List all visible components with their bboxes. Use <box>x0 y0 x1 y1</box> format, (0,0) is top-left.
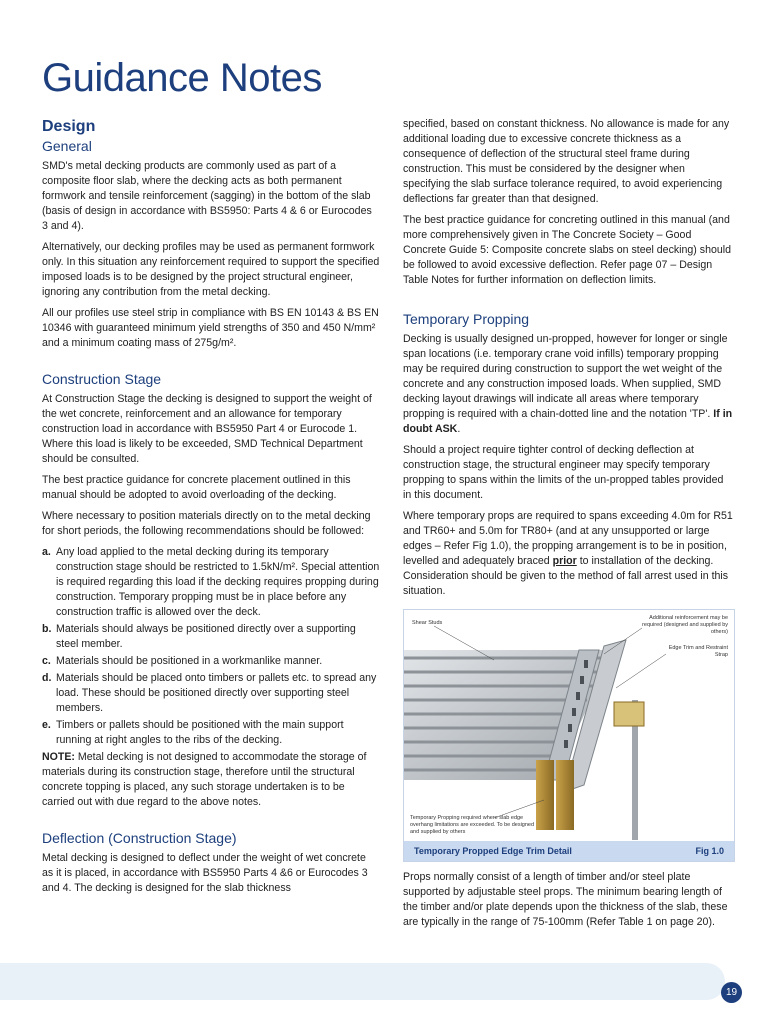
deflection-paragraph-1: Metal decking is designed to deflect under the weight of wet concrete as it is placed, in accordance with BS5950 Parts 4 &6 or Eurocodes 3 and 4. The decking is designed for the slab thickness <box>42 852 368 894</box>
note-label: NOTE: <box>42 751 75 763</box>
note-text: Metal decking is not designed to accommodate the storage of materials during its construction stage, therefore until the structural concrete topping is placed, any such storage undertaken is to be carried out with due regard to the above notes. <box>42 751 367 808</box>
note-paragraph <box>42 750 380 810</box>
list-text: Timbers or pallets should be positioned with the main support running at right angles to the ribs of the decking. <box>56 719 344 746</box>
page-number: 19 <box>721 982 742 1003</box>
deflection-heading: Deflection (Construction Stage) <box>42 830 237 846</box>
figure-edge-trim-detail <box>403 609 735 862</box>
construction-paragraph-3: Where necessary to position materials directly on to the metal decking for short periods, the following recommendations should be followed: <box>42 510 371 537</box>
timber-prop <box>536 760 554 830</box>
right-column <box>403 117 733 936</box>
propping-text: Where temporary props are required to spans exceeding 4.0m for R51 and TR60+ and 5.0m for TR80+ (and at any unsupported or large edges – Refer Fig 1.0), the propping arrangement is to be in position, levelled and adequately braced <box>403 510 733 567</box>
propping-period: . <box>457 423 461 435</box>
list-text: Materials should be positioned in a workmanlike manner. <box>56 655 323 667</box>
list-item <box>42 671 380 716</box>
temporary-propping-label: Temporary Propping required where slab edge overhang limitations are exceeded. To be designed and supplied by others <box>410 815 535 835</box>
list-item <box>42 654 380 669</box>
prior-text: prior <box>552 555 577 567</box>
edge-trim-label: Edge Trim and Restraint Strap <box>668 645 728 658</box>
general-heading: General <box>42 138 92 154</box>
footer-band <box>0 963 725 1000</box>
general-paragraph-2: Alternatively, our decking profiles may be used as permanent formwork only. In this situation any reinforcement required to support the specified imposed loads is to be designed by the project structural engineer, ignoring any contribution from the metal decking. <box>42 241 380 298</box>
figure-caption-text: Temporary Propped Edge Trim Detail <box>414 845 572 856</box>
deflection-continued: specified, based on constant thickness. No allowance is made for any additional loading due to excessive concrete thickness as a consequence of deflection of the structural steel frame during construction. This must be considered by the designer when specifying the slab surface tolerance required, to avoid experiencing deflections far greater than that designed. <box>403 118 730 205</box>
construction-stage-heading: Construction Stage <box>42 371 162 387</box>
deflection-paragraph-2: The best practice guidance for concreting outlined in this manual (and more comprehensively given in The Concrete Society – Good Concrete Guide 5: Composite concrete slabs on steel decking) should be followed to avoid excessive deflection. Refer page 07 – Design Table Notes for further information on deflection limits. <box>403 214 731 286</box>
timber-head <box>614 702 644 726</box>
page-title: Guidance Notes <box>42 56 322 100</box>
list-letter: b. <box>42 623 52 635</box>
propping-paragraph-1 <box>403 332 733 437</box>
list-text: Materials should be placed onto timbers or pallets etc. to spread any load. These should be positioned directly over supporting steel members. <box>56 672 377 714</box>
list-item <box>42 622 380 652</box>
list-item <box>42 545 380 620</box>
general-paragraph-3: All our profiles use steel strip in compliance with BS EN 10143 & BS EN 10346 with guaranteed minimum yield strengths of 350 and 450 N/mm² and a minimum coating mass of 275g/m². <box>42 307 379 349</box>
list-letter: a. <box>42 546 51 558</box>
list-text: Materials should always be positioned directly over a supporting steel member. <box>56 623 356 650</box>
general-paragraph-1: SMD's metal decking products are commonly used as part of a composite floor slab, where the decking acts as both permanent formwork and tensile reinforcement (sagging) in the bottom of the slab (basis of design in accordance with BS5950: Parts 4 & 6 or Eurocodes 3 and 4). <box>42 160 372 232</box>
recommendations-list <box>42 545 380 748</box>
list-letter: e. <box>42 719 51 731</box>
design-heading: Design <box>42 118 96 135</box>
construction-paragraph-1: At Construction Stage the decking is designed to support the weight of the wet concrete, reinforcement and an allowance for temporary construction load in accordance with BS5950 Part 4 or Eurocode 1. Where this load is likely to be exceeded, SMD Technical Department should be consulted. <box>42 393 372 465</box>
temporary-propping-heading: Temporary Propping <box>403 311 530 327</box>
if-in-doubt-text: If in doubt ASK <box>403 408 733 435</box>
propping-text: to installation of the decking. Consideration should be given to the method of fall arrest used in this situation. <box>403 555 729 597</box>
list-item <box>42 718 380 748</box>
list-text: Any load applied to the metal decking during its temporary construction stage should be restricted to 1.5kN/m². Special attention is required regarding this load if the decking requires propping during construction. Temporary propping must be in place before any construction traffic is allowed over the deck. <box>56 546 380 618</box>
figure-number: Fig 1.0 <box>695 845 724 856</box>
additional-reinforcement-label: Additional reinforcement may be required (designed and supplied by others) <box>642 615 728 635</box>
propping-paragraph-3 <box>403 509 733 599</box>
propping-paragraph-2: Should a project require tighter control of decking deflection at construction stage, the structural engineer may specify temporary propping to spans within the limits of the un-propped tables provided in this document. <box>403 444 724 501</box>
figure-caption <box>404 841 734 861</box>
shear-studs-label: Shear Studs <box>412 620 443 626</box>
list-letter: c. <box>42 655 51 667</box>
propping-text: Decking is usually designed un-propped, however for longer or single span locations (i.e. temporary crane void infills) temporary propping may be required during construction to support the wet weight of the concrete and any construction imposed loads. When supplied, SMD decking layout drawings will indicate all areas where temporary propping is required with a chain-dotted line and the notation 'TP'. <box>403 333 728 420</box>
timber-prop <box>556 760 574 830</box>
left-column <box>42 117 380 902</box>
construction-paragraph-2: The best practice guidance for concrete placement outlined in this manual should be adopted to avoid overloading of the decking. <box>42 474 351 501</box>
props-paragraph: Props normally consist of a length of timber and/or steel plate supported by adjustable steel props. The minimum bearing length of the timber and/or plate depends upon the thickness of the slab, these are typically in the range of 75-100mm (Refer Table 1 on page 20). <box>403 871 728 928</box>
list-letter: d. <box>42 672 52 684</box>
